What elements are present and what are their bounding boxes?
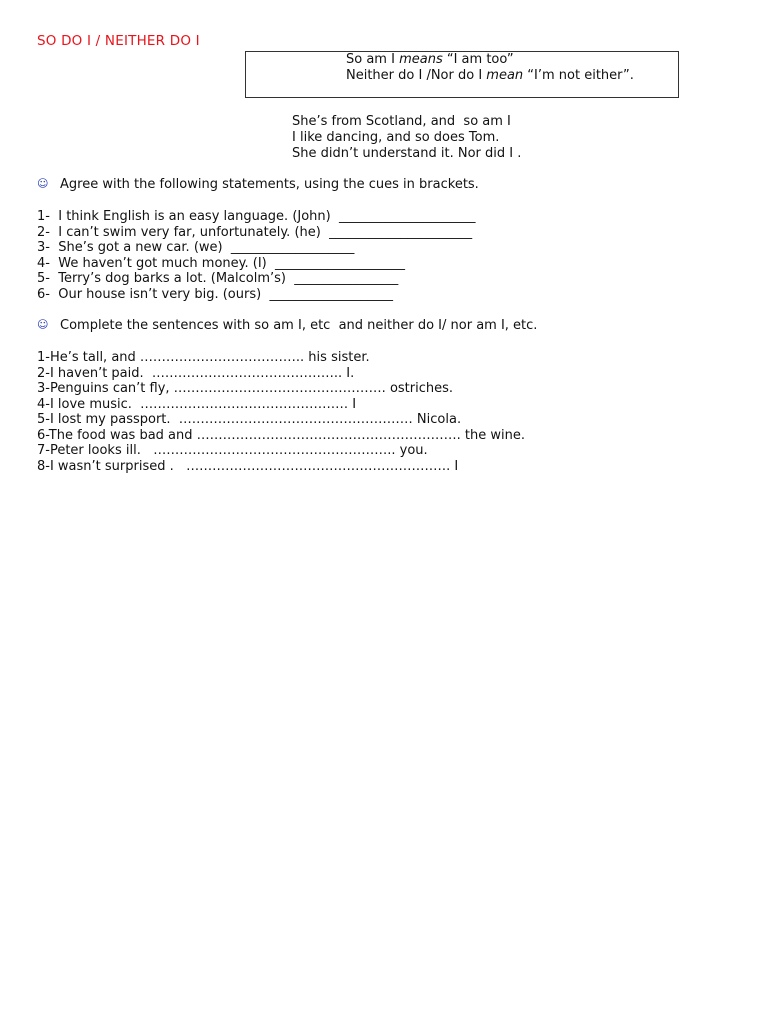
page-title: SO DO I / NEITHER DO I	[37, 33, 200, 49]
definition-box	[245, 51, 679, 98]
exercise2-item: 3-Penguins can’t fly, …………………………………………. ostriches.	[37, 381, 454, 396]
smiley-icon: ☺	[37, 177, 49, 190]
definition-text: “I am too”	[442, 52, 514, 67]
exercise2-item: 8-I wasn’t surprised . ……………………………………………………. I	[37, 458, 459, 474]
exercise1-item: 5- Terry’s dog barks a lot. (Malcolm’s) ________________	[37, 271, 399, 286]
exercise1-item: 1- I think English is an easy language. (John) _____________________	[37, 209, 476, 224]
example-sentence: She’s from Scotland, and so am I	[292, 114, 511, 129]
exercise2-item: 5-I lost my passport. ……………………………………………… Nicola.	[37, 412, 462, 427]
exercise2-item: 2-I haven’t paid. …………………………………….. I.	[37, 365, 355, 381]
definition-line-neither	[346, 68, 634, 84]
exercise1-item: 2- I can’t swim very far, unfortunately. (he) ______________________	[37, 224, 473, 240]
exercise2-item: 1-He’s tall, and ……………………………….. his sister.	[37, 350, 370, 365]
definition-text: “I’m not either”.	[523, 68, 634, 83]
exercise2-item: 7-Peter looks ill. ……………………………………………….. you.	[37, 443, 428, 458]
section1-instruction: Agree with the following statements, using the cues in brackets.	[60, 177, 479, 192]
definition-text: So am I	[346, 52, 400, 67]
definition-line-so	[346, 52, 514, 68]
definition-italic: mean	[486, 68, 524, 83]
example-sentence: She didn’t understand it. Nor did I .	[292, 146, 522, 161]
definition-italic: means	[399, 52, 443, 67]
exercise1-item: 3- She’s got a new car. (we) ___________________	[37, 240, 355, 255]
exercise1-item: 4- We haven’t got much money. (I) ____________________	[37, 255, 406, 271]
definition-text: Neither do I /Nor do I	[346, 68, 487, 83]
section2-instruction: Complete the sentences with so am I, etc and neither do I/ nor am I, etc.	[60, 318, 538, 333]
smiley-icon: ☺	[37, 318, 49, 331]
exercise1-item: 6- Our house isn’t very big. (ours) ___________________	[37, 286, 393, 302]
exercise2-item: 6-The food was bad and ……………………………………………………. the wine.	[37, 427, 525, 443]
exercise2-item: 4-I love music. ………………………………………… I	[37, 396, 357, 412]
example-sentence: I like dancing, and so does Tom.	[292, 130, 500, 145]
